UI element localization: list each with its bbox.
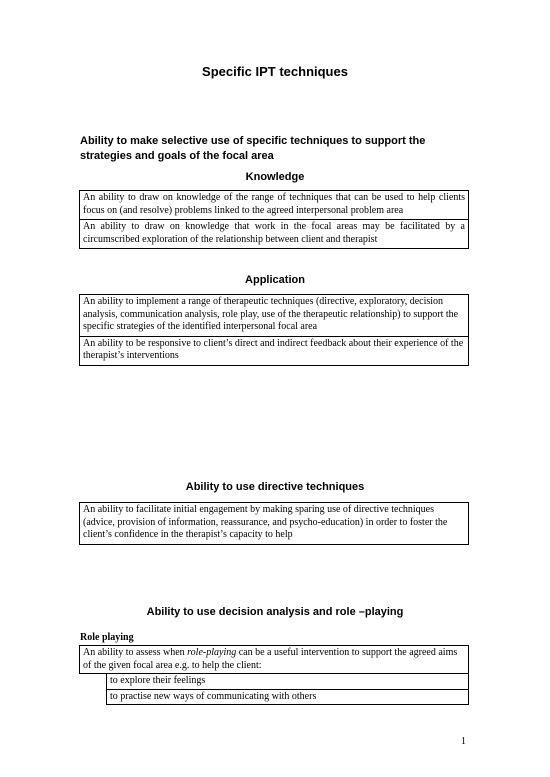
- section-heading-decision-analysis: Ability to use decision analysis and role –playing: [146, 606, 404, 618]
- table-row: [80, 503, 469, 545]
- role-playing-box: [79, 645, 469, 705]
- application-item: An ability to implement a range of therapeutic techniques (directive, exploratory, decision analysis, communication analysis, role play, use of the therapeutic relationship) to support the specific strategies of the identified interpersonal focal area: [80, 295, 469, 337]
- application-table: [79, 294, 469, 366]
- knowledge-table: [79, 190, 469, 249]
- table-row: [80, 220, 469, 249]
- knowledge-heading: Knowledge: [245, 171, 305, 183]
- table-row: [80, 336, 469, 365]
- role-playing-item: An ability to assess when role-playing can be a useful intervention to support the agreed aims of the given focal area e.g. to help the client:: [79, 645, 469, 674]
- table-row: [80, 191, 469, 220]
- knowledge-item: An ability to draw on knowledge of the range of techniques that can be used to help clients focus on (and resolve) problems linked to the agreed interpersonal problem area: [80, 191, 469, 220]
- page-title: Specific IPT techniques: [202, 64, 348, 79]
- section-heading-selective-use: Ability to make selective use of specific techniques to support the strategies and goals of the focal area: [80, 135, 426, 162]
- section-heading-directive: Ability to use directive techniques: [185, 481, 365, 493]
- role-playing-sub-item: to explore their feelings: [106, 674, 469, 690]
- role-playing-subheading: Role playing: [80, 632, 134, 643]
- application-item: An ability to be responsive to client’s direct and indirect feedback about their experience of the therapist’s interventions: [80, 336, 469, 365]
- knowledge-item: An ability to draw on knowledge that work in the focal areas may be facilitated by a circumscribed exploration of the relationship between client and therapist: [80, 220, 469, 249]
- directive-item: An ability to facilitate initial engagement by making sparing use of directive techniques (advice, provision of information, reassurance, and psycho-education) in order to foster the client’s confidence in the therapist’s capacity to help: [80, 503, 469, 545]
- role-playing-sub-item: to practise new ways of communicating with others: [106, 690, 469, 706]
- application-heading: Application: [245, 274, 305, 286]
- page-number: 1: [461, 736, 466, 747]
- directive-table: [79, 502, 469, 545]
- table-row: [80, 295, 469, 337]
